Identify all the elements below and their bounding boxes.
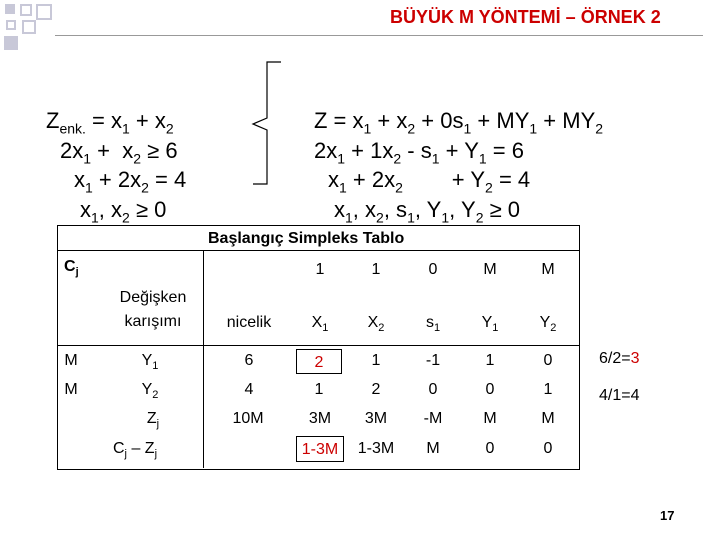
row-c: M bbox=[64, 381, 78, 398]
table-line bbox=[57, 345, 580, 346]
decor-square bbox=[4, 36, 18, 50]
table-title: Başlangıç Simpleks Tablo bbox=[208, 230, 405, 247]
page-number: 17 bbox=[660, 508, 675, 523]
cj-value: 1 bbox=[315, 261, 325, 278]
pivot-column-value: 1-3M bbox=[296, 436, 344, 462]
slide-title: BÜYÜK M YÖNTEMİ – ÖRNEK 2 bbox=[390, 7, 661, 27]
zj-value: M bbox=[483, 410, 497, 427]
cj-label: $C_j$ bbox=[64, 258, 79, 279]
right-objective: $Z = x_1 + x_2 + 0s_1 + MY_1 + MY_2$ bbox=[314, 108, 604, 137]
ratio-row-1: 6/2=3 bbox=[599, 350, 640, 367]
decor-square bbox=[20, 4, 32, 16]
table-line bbox=[203, 250, 204, 285]
zj-value: -M bbox=[423, 410, 443, 427]
row-value: 1 bbox=[371, 352, 381, 369]
cj-value: 1 bbox=[371, 261, 381, 278]
cz-value: 1-3M bbox=[357, 440, 395, 457]
conversion-brace-icon bbox=[245, 60, 285, 190]
row-value: 1 bbox=[314, 381, 324, 398]
table-line bbox=[57, 250, 580, 251]
table-line bbox=[203, 285, 204, 468]
cj-value: M bbox=[541, 261, 555, 278]
zj-label: $Z_j$ bbox=[146, 410, 160, 431]
zj-qty: 10M bbox=[232, 410, 264, 427]
row-value: 0 bbox=[428, 381, 438, 398]
cz-label: $C_j - Z_j$ bbox=[112, 440, 158, 461]
zj-value: 3M bbox=[308, 410, 332, 427]
row-c: M bbox=[64, 352, 78, 369]
decor-square bbox=[5, 4, 15, 14]
column-header: $Y_2$ bbox=[539, 314, 557, 335]
cj-value: 0 bbox=[428, 261, 438, 278]
mix-label: Değişken bbox=[119, 289, 187, 306]
right-constraint-1: $2x_1 + 1x_2 - s_1 + Y_1 = 6$ bbox=[314, 138, 524, 167]
mix-label: karışımı bbox=[124, 313, 182, 330]
row-value: 1 bbox=[485, 352, 495, 369]
pivot-cell: 2 bbox=[296, 349, 342, 374]
quantity-label: nicelik bbox=[226, 314, 272, 331]
left-constraint-2: $x_1 + 2x_2 = 4$ bbox=[74, 167, 187, 196]
left-nonnegativity: $x_1$, $x_2 \ge 0$ bbox=[80, 197, 167, 226]
zj-value: 3M bbox=[364, 410, 388, 427]
column-header: $s_1$ bbox=[425, 314, 441, 335]
left-constraint-1: $2x_1 + x_2 \ge 6$ bbox=[60, 138, 178, 167]
row-qty: 4 bbox=[244, 381, 254, 398]
ratio-row-2: 4/1=4 bbox=[599, 387, 640, 404]
cz-value: M bbox=[426, 440, 440, 457]
row-value: -1 bbox=[425, 352, 441, 369]
row-var: $Y_1$ bbox=[141, 352, 159, 373]
decor-square bbox=[36, 4, 52, 20]
cz-value: 0 bbox=[543, 440, 553, 457]
row-value: 1 bbox=[543, 381, 553, 398]
right-nonnegativity: $x_1$, $x_2$, $s_1$, $Y_1$, $Y_2 \ge 0$ bbox=[334, 197, 521, 226]
column-header: $Y_1$ bbox=[481, 314, 499, 335]
row-value: 0 bbox=[543, 352, 553, 369]
decor-square bbox=[22, 20, 36, 34]
column-header: $X_1$ bbox=[311, 314, 329, 335]
column-header: $X_2$ bbox=[367, 314, 385, 335]
decor-square bbox=[6, 20, 16, 30]
row-qty: 6 bbox=[244, 352, 254, 369]
zj-value: M bbox=[541, 410, 555, 427]
row-var: $Y_2$ bbox=[141, 381, 159, 402]
row-value: 0 bbox=[485, 381, 495, 398]
right-constraint-2: $x_1 + 2x_2$ + $Y_2 = 4$ bbox=[328, 167, 531, 196]
title-divider bbox=[55, 35, 703, 36]
row-value: 2 bbox=[371, 381, 381, 398]
cj-value: M bbox=[483, 261, 497, 278]
left-objective: $Z_{enk.} = x_1 + x_2$ bbox=[46, 108, 174, 137]
cz-value: 0 bbox=[485, 440, 495, 457]
